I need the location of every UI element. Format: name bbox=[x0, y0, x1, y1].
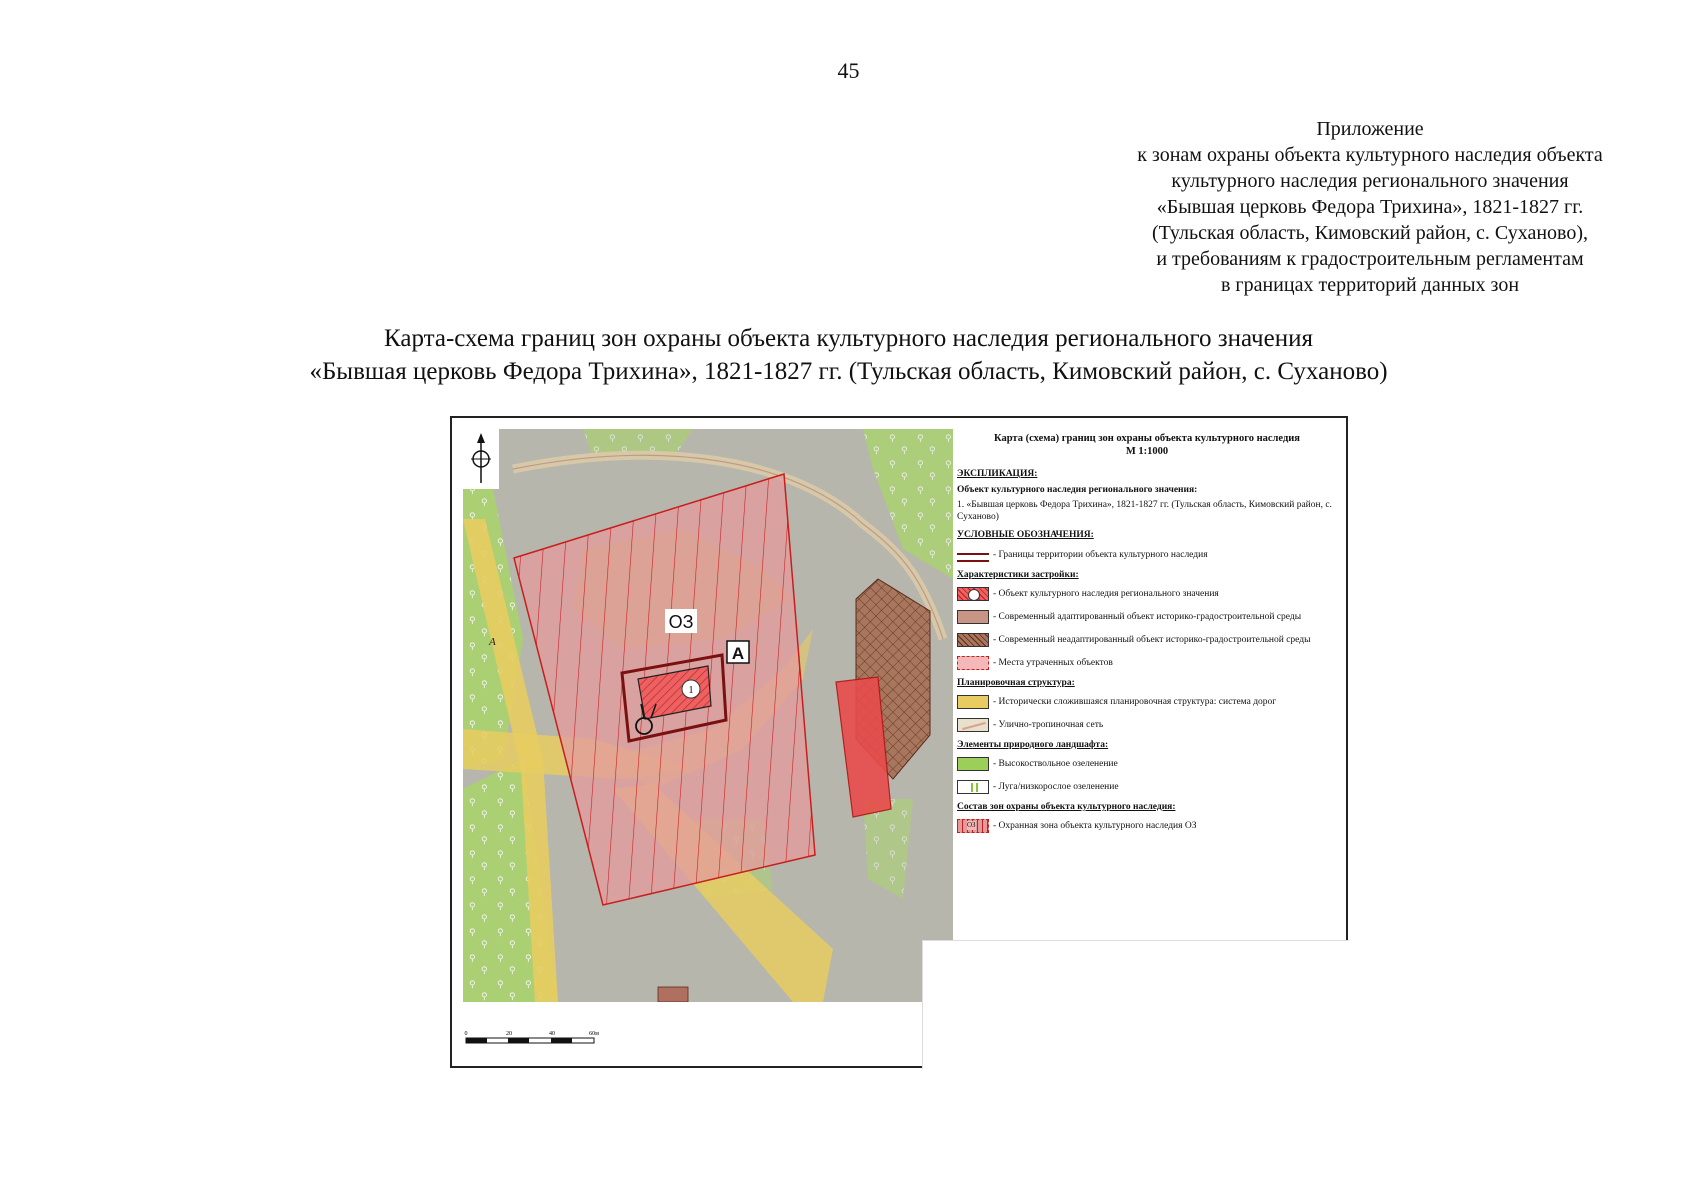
legend-item bbox=[957, 777, 1337, 797]
map-stamp-area bbox=[922, 940, 1349, 1069]
legend-title bbox=[957, 432, 1337, 458]
title-line-1: Карта-схема границ зон охраны объекта культурного наследия регионального значения bbox=[384, 325, 1313, 352]
boundary-swatch bbox=[957, 549, 989, 561]
zones-heading: Состав зон охраны объекта культурного наследия: bbox=[957, 802, 1176, 812]
road-label: А bbox=[489, 636, 496, 648]
title-line-2: «Бывшая церковь Федора Трихина», 1821-1827 гг. (Тульская область, Кимовский район, с. Суханово) bbox=[309, 358, 1388, 385]
high-greenery-swatch bbox=[957, 757, 989, 771]
scale-tick: 60м bbox=[589, 1031, 599, 1037]
object-number: 1 bbox=[688, 684, 694, 696]
road-system-swatch bbox=[957, 695, 989, 709]
scale-tick: 40 bbox=[549, 1031, 555, 1037]
symbols-heading: УСЛОВНЫЕ ОБОЗНАЧЕНИЯ: bbox=[957, 530, 1094, 540]
legend-label: - Луга/низкорослое озеленение bbox=[993, 782, 1119, 792]
legend-item bbox=[957, 754, 1337, 774]
page-title bbox=[0, 322, 1697, 388]
planning-heading: Планировочная структура: bbox=[957, 678, 1075, 688]
object-description: 1. «Бывшая церковь Федора Трихина», 1821-1827 гг. (Тульская область, Кимовский район, с. Суханово) bbox=[957, 500, 1332, 522]
modern-adapted-swatch bbox=[957, 610, 989, 624]
legend-item bbox=[957, 630, 1337, 650]
legend-item bbox=[957, 715, 1337, 735]
legend-label: - Охранная зона объекта культурного наследия ОЗ bbox=[993, 821, 1197, 831]
legend-scale-line: М 1:1000 bbox=[1125, 446, 1169, 457]
building-heading: Характеристики застройки: bbox=[957, 570, 1079, 580]
protection-zone-swatch bbox=[957, 819, 989, 833]
scale-bar-graphic bbox=[464, 1026, 614, 1056]
legend-label: - Высокоствольное озеленение bbox=[993, 759, 1118, 769]
point-a-label: А bbox=[731, 644, 745, 663]
appendix-line: культурного наследия регионального значения bbox=[1171, 170, 1569, 192]
legend-label: - Современный адаптированный объект историко-градостроительной среды bbox=[993, 612, 1302, 622]
appendix-line: и требованиям к градостроительным регламентам bbox=[1156, 248, 1584, 270]
scale-bar bbox=[464, 1026, 614, 1056]
legend-label: - Границы территории объекта культурного наследия bbox=[993, 550, 1208, 560]
legend-item bbox=[957, 816, 1337, 836]
footpath-swatch bbox=[957, 718, 989, 732]
landscape-heading: Элементы природного ландшафта: bbox=[957, 740, 1109, 750]
legend-item bbox=[957, 607, 1337, 627]
legend-item bbox=[957, 545, 1337, 565]
appendix-line: «Бывшая церковь Федора Трихина», 1821-1827 гг. bbox=[1156, 196, 1584, 218]
lost-object-swatch bbox=[957, 656, 989, 670]
zone-label: ОЗ bbox=[668, 612, 694, 632]
scale-tick: 0 bbox=[464, 1031, 468, 1037]
appendix-line: к зонам охраны объекта культурного наследия объекта bbox=[1137, 144, 1603, 166]
legend-item bbox=[957, 584, 1337, 604]
legend-panel bbox=[957, 432, 1337, 839]
appendix-note bbox=[1010, 116, 1697, 298]
object-heading: Объект культурного наследия регионального значения: bbox=[957, 485, 1198, 495]
map-sheet bbox=[450, 416, 1348, 1068]
legend-label: - Современный неадаптированный объект историко-градостроительной среды bbox=[993, 635, 1311, 645]
small-building bbox=[658, 987, 688, 1002]
appendix-line: в границах территорий данных зон bbox=[1220, 274, 1520, 296]
meadow-swatch bbox=[957, 780, 989, 794]
heritage-object-swatch bbox=[957, 587, 989, 601]
appendix-line: Приложение bbox=[1316, 118, 1424, 140]
scale-tick: 20 bbox=[506, 1031, 512, 1037]
explication-heading: ЭКСПЛИКАЦИЯ: bbox=[957, 469, 1038, 479]
legend-label: - Объект культурного наследия регионального значения bbox=[993, 589, 1219, 599]
zone-swatch-label: ОЗ bbox=[967, 821, 976, 829]
legend-title-line: Карта (схема) границ зон охраны объекта культурного наследия bbox=[994, 433, 1300, 444]
map-canvas bbox=[463, 429, 953, 1002]
legend-label: - Улично-тропиночная сеть bbox=[993, 720, 1104, 730]
page-number: 45 bbox=[837, 58, 860, 83]
legend-label: - Места утраченных объектов bbox=[993, 658, 1113, 668]
legend-label: - Исторически сложившаяся планировочная структура: система дорог bbox=[993, 697, 1277, 707]
modern-nonadapted-swatch bbox=[957, 633, 989, 647]
map-view[interactable] bbox=[463, 429, 953, 1002]
appendix-line: (Тульская область, Кимовский район, с. Суханово), bbox=[1151, 222, 1589, 244]
legend-item bbox=[957, 692, 1337, 712]
legend-item bbox=[957, 653, 1337, 673]
